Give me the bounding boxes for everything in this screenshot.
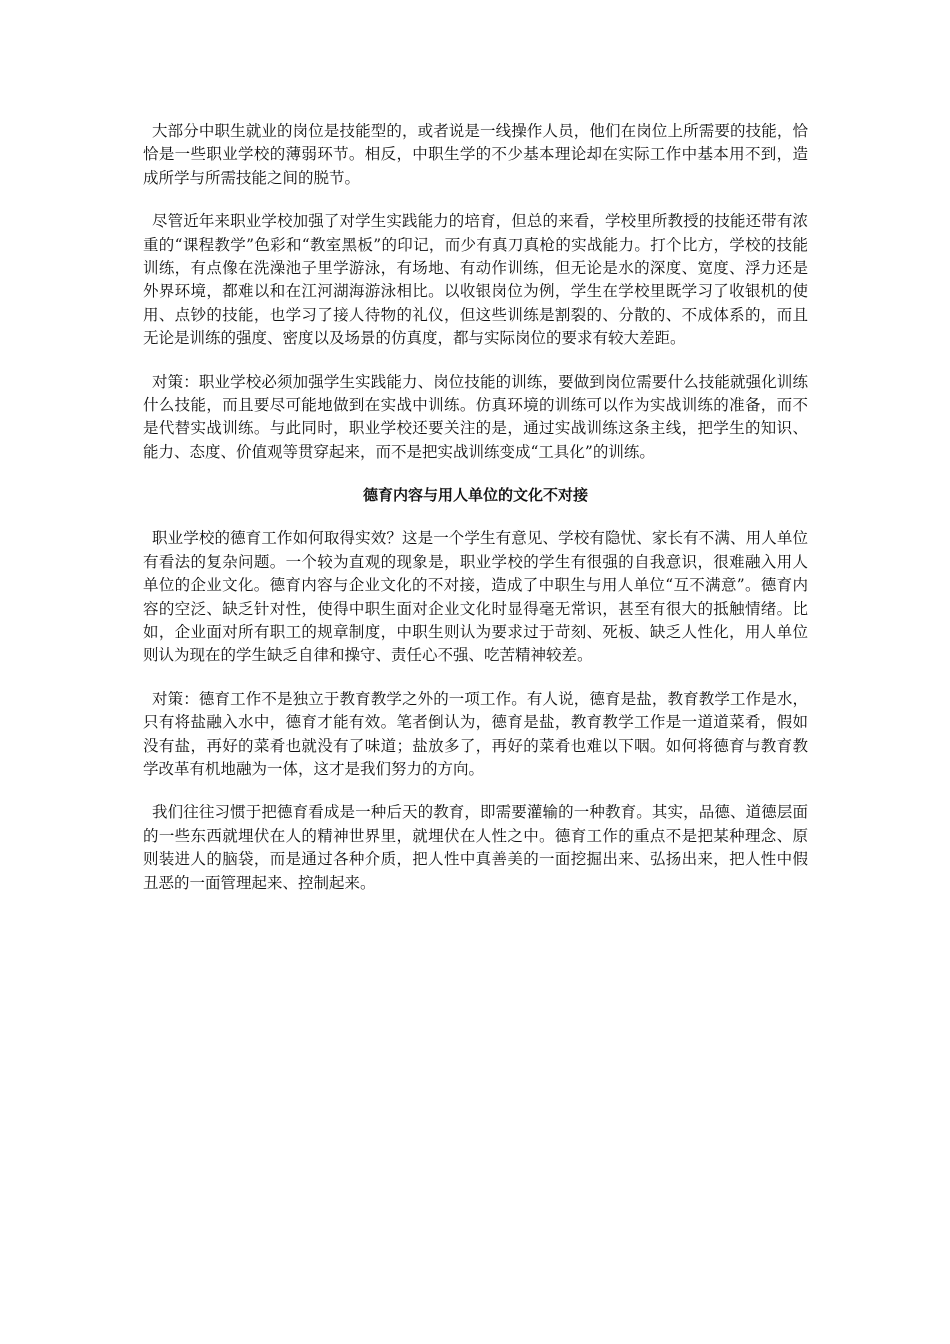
document-page <box>143 120 808 915</box>
section-heading: 德育内容与用人单位的文化不对接 <box>362 486 588 505</box>
paragraph-moral-education: 职业学校的德育工作如何取得实效？这是一个学生有意见、学校有隐忧、家长有不满、用人单位有看法的复杂问题。一个较为直观的现象是，职业学校的学生有很强的自我意识，很难融入用人单位的企业文化。德育内容与企业文化的不对接，造成了中职生与用人单位“互不满意”。德育内容的空泛、缺乏针对性，使得中职生面对企业文化时显得毫无常识，甚至有很大的抵触情绪。比如，企业面对所有职工的规章制度，中职生则认为要求过于苛刻、死板、缺乏人性化，用人单位则认为现在的学生缺乏自律和操守、责任心不强、吃苦精神较差。 <box>143 529 808 665</box>
paragraph-human-nature: 我们往往习惯于把德育看成是一种后天的教育，即需要灌输的一种教育。其实，品德、道德层面的一些东西就埋伏在人的精神世界里，就埋伏在人性之中。德育工作的重点不是把某种理念、原则装进人的脑袋，而是通过各种介质，把人性中真善美的一面挖掘出来、弘扬出来，把人性中假丑恶的一面管理起来、控制起来。 <box>143 803 808 892</box>
paragraph-countermeasure-moral: 对策：德育工作不是独立于教育教学之外的一项工作。有人说，德育是盐，教育教学工作是水，只有将盐融入水中，德育才能有效。笔者倒认为，德育是盐，教育教学工作是一道道菜肴，假如没有盐，再好的菜肴也就没有了味道；盐放多了，再好的菜肴也难以下咽。如何将德育与教育教学改革有机地融为一体，这才是我们努力的方向。 <box>143 689 808 778</box>
paragraph-practice-training: 尽管近年来职业学校加强了对学生实践能力的培育，但总的来看，学校里所教授的技能还带有浓重的“课程教学”色彩和“教室黑板”的印记，而少有真刀真枪的实战能力。打个比方，学校的技能训练，有点像在洗澡池子里学游泳，有场地、有动作训练，但无论是水的深度、宽度、浮力还是外界环境，都难以和在江河湖海游泳相比。以收银岗位为例，学生在学校里既学习了收银机的使用、点钞的技能，也学习了接人待物的礼仪，但这些训练是割裂的、分散的、不成体系的，而且无论是训练的强度、密度以及场景的仿真度，都与实际岗位的要求有较大差距。 <box>143 212 808 348</box>
paragraph-skills-gap: 大部分中职生就业的岗位是技能型的，或者说是一线操作人员，他们在岗位上所需要的技能，恰恰是一些职业学校的薄弱环节。相反，中职生学的不少基本理论却在实际工作中基本用不到，造成所学与所需技能之间的脱节。 <box>143 122 808 187</box>
paragraph-countermeasure-training: 对策：职业学校必须加强学生实践能力、岗位技能的训练，要做到岗位需要什么技能就强化训练什么技能，而且要尽可能地做到在实战中训练。仿真环境的训练可以作为实战训练的准备，而不是代替实战训练。与此同时，职业学校还要关注的是，通过实战训练这条主线，把学生的知识、能力、态度、价值观等贯穿起来，而不是把实战训练变成“工具化”的训练。 <box>143 372 808 461</box>
